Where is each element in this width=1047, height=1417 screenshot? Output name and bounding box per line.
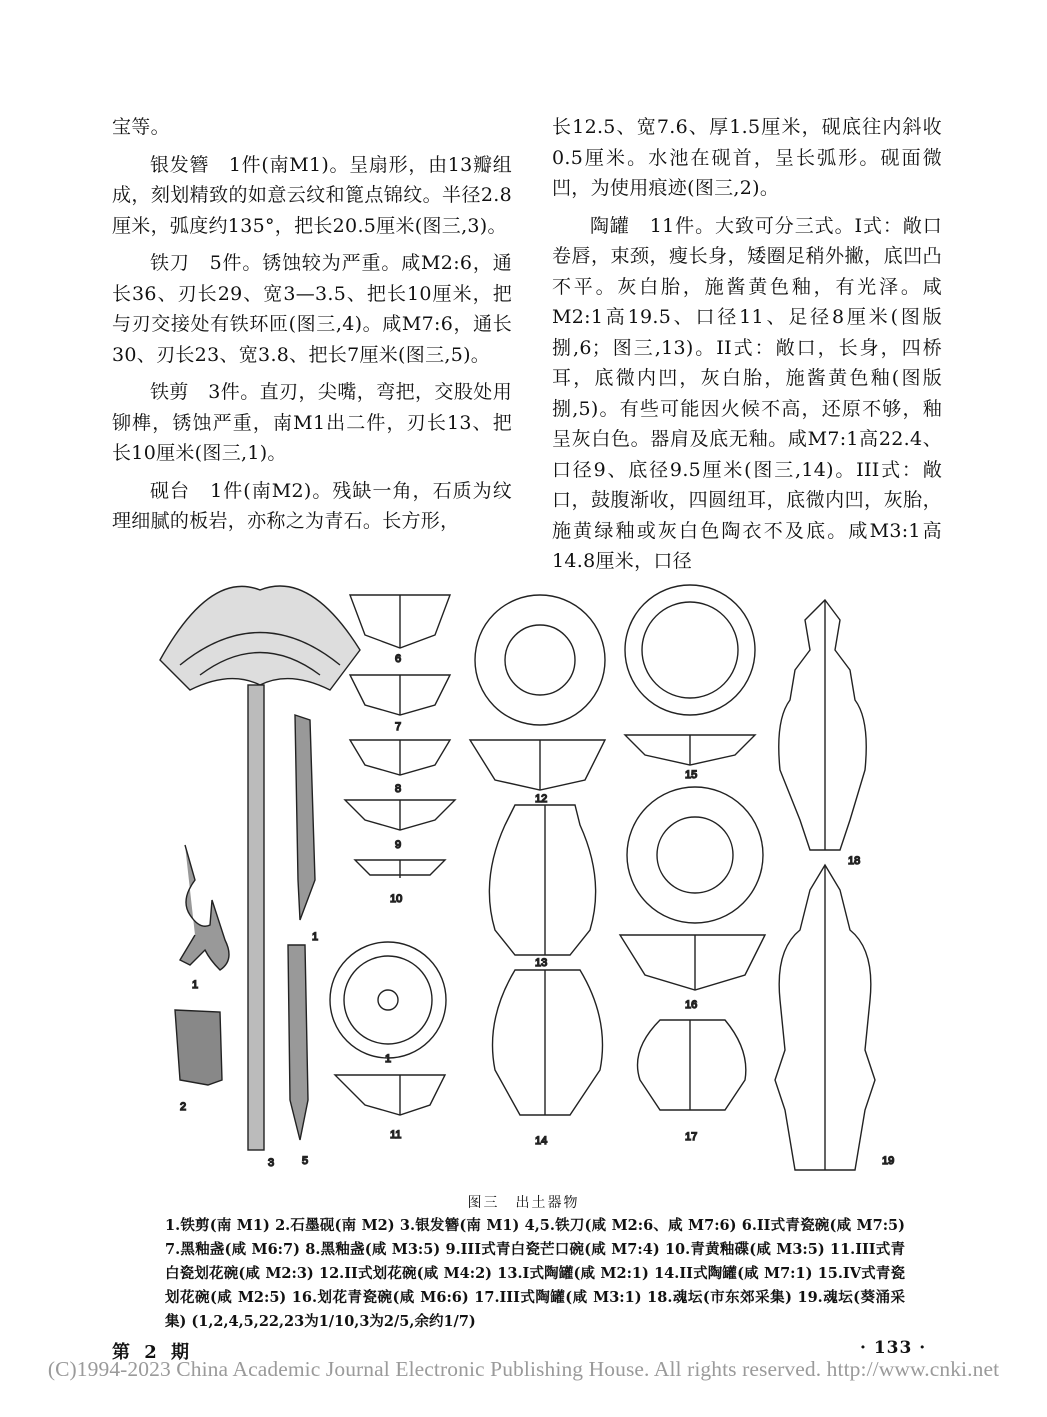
paragraph: 陶罐 11件。大致可分三式。I式：敞口卷唇，束颈，瘦长身，矮圈足稍外撇，底凹凸不平。灰白胎，施酱黄色釉，有光泽。咸M2:1高19.5、口径11、足径8厘米(图版捌,6；图三,13)。II式：敞口，长身，四桥耳，底微内凹，灰白胎，施酱黄色釉(图版捌,5)。有些可能因火候不高，还原不够，釉呈灰白色。器肩及底无釉。咸M7:1高22.4、口径9、底径9.5厘米(图三,14)。III式：敞口，鼓腹渐收，四圆纽耳，底微内凹，灰胎，施黄绿釉或灰白色陶衣不及底。咸M3:1高14.8厘米，口径 <box>552 214 942 572</box>
paragraph: 铁刀 5件。锈蚀较为严重。咸M2:6，通长36、刃长29、宽3—3.5、把长10厘米，把与刃交接处有铁环匝(图三,4)。咸M7:6，通长30、刃长23、宽3.8、把长7厘米(图三,5)。 <box>112 252 512 366</box>
left-column <box>112 112 512 544</box>
figure-label: 19 <box>882 1155 895 1167</box>
figure-label: 1 <box>385 1053 392 1065</box>
figure-label: 5 <box>302 1155 309 1167</box>
copyright-notice: (C)1994-2023 China Academic Journal Electronic Publishing House. All rights reserved. http://www.cnki.net <box>47 1357 1000 1381</box>
paragraph: 宝等。 <box>112 116 170 138</box>
figure-label: 12 <box>535 793 548 805</box>
figure-label: 2 <box>180 1101 187 1113</box>
figure-label: 14 <box>535 1135 548 1147</box>
paragraph: 砚台 1件(南M2)。残缺一角，石质为纹理细腻的板岩，亦称之为青石。长方形， <box>112 479 512 532</box>
issue-number: 第 2 期 <box>112 1342 194 1363</box>
right-column <box>552 112 942 584</box>
artifact-figure <box>150 580 905 1185</box>
figure-label: 13 <box>535 957 548 969</box>
spirit-jar-drawing <box>775 600 875 1170</box>
paragraph: 长12.5、宽7.6、厚1.5厘米，砚底往内斜收0.5厘米。水池在砚首，呈长弧形。砚面微凹，为使用痕迹(图三,2)。 <box>552 116 942 199</box>
figure-label: 8 <box>395 783 402 795</box>
jar-drawing <box>638 1020 746 1110</box>
figure-label: 7 <box>395 721 402 733</box>
jar-drawing <box>489 805 595 955</box>
inkstone-drawing <box>175 1010 222 1085</box>
figure-label: 16 <box>685 999 698 1011</box>
figure-label: 1 <box>312 931 319 943</box>
paragraph: 银发簪 1件(南M1)。呈扇形，由13瓣组成，刻划精致的如意云纹和篦点锦纹。半径2.8厘米，弧度约135°，把长20.5厘米(图三,3)。 <box>112 153 512 237</box>
plate-drawings <box>470 595 605 790</box>
knife-drawing <box>288 945 308 1140</box>
figure-label: 10 <box>390 893 403 905</box>
figure-label: 3 <box>268 1157 275 1169</box>
scissors-drawing <box>180 845 229 970</box>
bowl-drawings <box>620 585 765 990</box>
figure-label: 15 <box>685 769 698 781</box>
bowl-profiles <box>330 595 455 1115</box>
figure-label: 6 <box>395 653 402 665</box>
figure-label: 17 <box>685 1131 698 1143</box>
knife-drawing <box>295 715 315 920</box>
paragraph: 铁剪 3件。直刃，尖嘴，弯把，交股处用铆榫，锈蚀严重，南M1出二件，刃长13、把长10厘米(图三,1)。 <box>112 381 512 464</box>
figure-label: 9 <box>395 839 402 851</box>
figure-caption: 1.铁剪(南 M1) 2.石墨砚(南 M2) 3.银发簪(南 M1) 4,5.铁刀(咸 M2:6、咸 M7:6) 6.II式青瓷碗(咸 M7:5) 7.黑釉盏(咸 M6:7) 8.黑釉盏(咸 M3:5) 9.III式青白瓷芒口碗(咸 M7:4) 10.青黄釉碟(咸 M3:5) 11.III式青白瓷划花碗(咸 M2:3) 12.II式划花碗(咸 M4:2) 13.I式陶罐(咸 M2:1) 14.II式陶罐(咸 M7:1) 15.IV式青瓷划花碗(咸 M2:5) 16.划花青瓷碗(咸 M6:6) 17.III式陶罐(咸 M3:1) 18.魂坛(市东郊采集) 19.魂坛(葵涌采集) (1,2,4,5,22,23为1/10,3为2/5,余约1/7) <box>165 1217 905 1330</box>
figure-label: 1 <box>192 979 199 991</box>
figure-title: 图三 出土器物 <box>467 1195 580 1211</box>
page-number: · 133 · <box>860 1338 927 1358</box>
figure-label: 18 <box>848 855 861 867</box>
figure-label: 11 <box>390 1129 402 1141</box>
jar-drawing <box>493 970 603 1115</box>
